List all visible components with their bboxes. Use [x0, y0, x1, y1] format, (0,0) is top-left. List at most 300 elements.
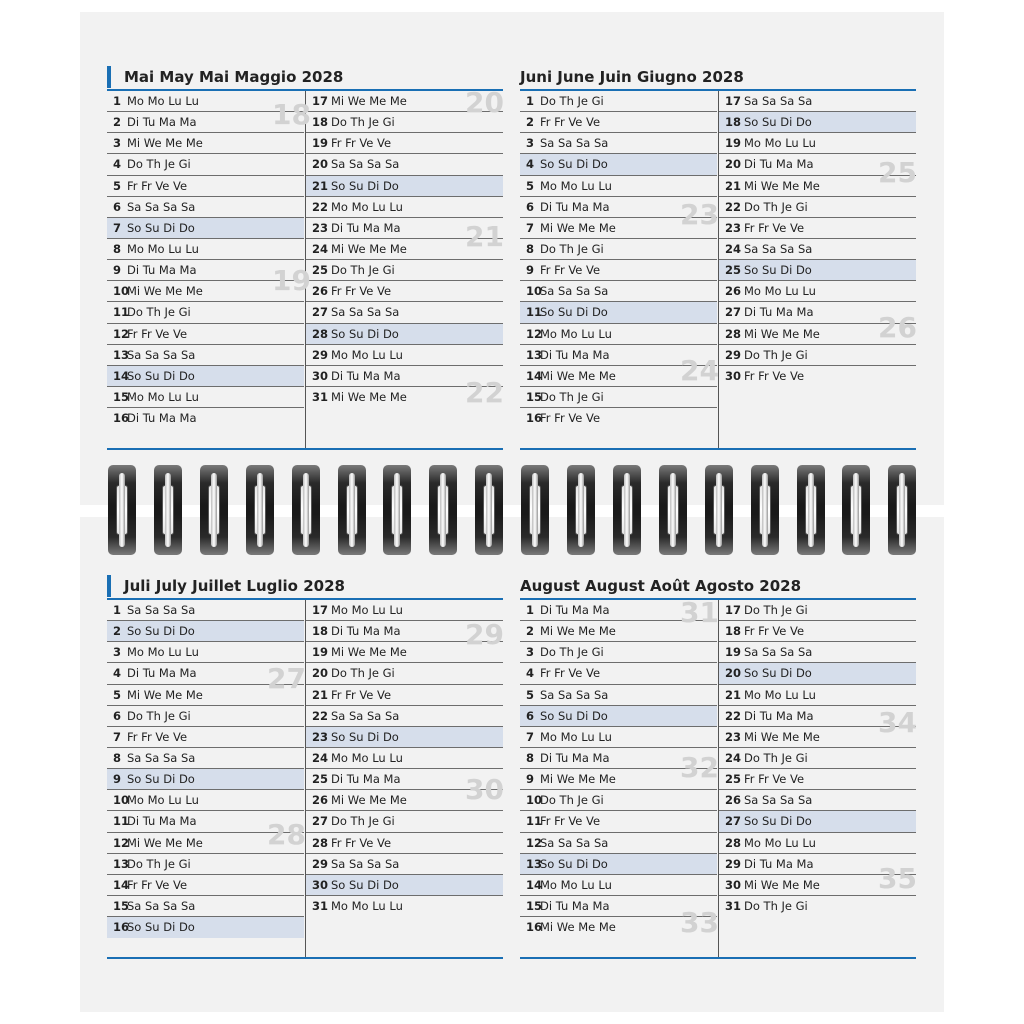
- day-number: 7: [526, 729, 535, 744]
- day-row: [306, 154, 503, 175]
- weekday-names: Mo Mo Lu Lu: [744, 284, 816, 299]
- weekday-names: Fr Fr Ve Ve: [331, 284, 392, 299]
- day-number: 29: [312, 347, 329, 362]
- day-row: [520, 408, 717, 429]
- day-number: 11: [526, 814, 543, 829]
- weekday-names: Mo Mo Lu Lu: [540, 326, 612, 341]
- weekday-names: Sa Sa Sa Sa: [127, 750, 196, 765]
- weekday-names: So Su Di Do: [540, 856, 608, 871]
- day-number: 24: [312, 241, 329, 256]
- day-row: [719, 600, 916, 621]
- day-number: 25: [725, 772, 742, 787]
- day-number: 15: [113, 898, 130, 913]
- day-number: 12: [113, 326, 130, 341]
- weekday-names: Mo Mo Lu Lu: [540, 729, 612, 744]
- day-number: 10: [526, 793, 543, 808]
- day-number: 30: [725, 368, 742, 383]
- day-number: 8: [526, 241, 535, 256]
- day-row: [107, 133, 304, 154]
- day-number: 19: [312, 645, 329, 660]
- day-row: [520, 663, 717, 684]
- day-number: 3: [113, 645, 122, 660]
- day-row: [520, 302, 717, 323]
- day-row: [306, 875, 503, 896]
- day-row: [306, 811, 503, 832]
- day-row: [306, 133, 503, 154]
- weekday-names: So Su Di Do: [744, 263, 812, 278]
- weekday-names: Sa Sa Sa Sa: [744, 793, 813, 808]
- weekday-names: Mi We Me Me: [744, 178, 820, 193]
- weekday-names: Mi We Me Me: [331, 94, 407, 108]
- day-row: [520, 91, 717, 112]
- day-number: 3: [526, 645, 535, 660]
- weekday-names: Di Tu Ma Ma: [540, 199, 610, 214]
- day-number: 15: [526, 389, 543, 404]
- weekday-names: Mo Mo Lu Lu: [331, 898, 403, 913]
- day-row: [520, 239, 717, 260]
- day-number: 4: [526, 157, 535, 172]
- binding-ring: [200, 465, 228, 555]
- week-number: 29: [465, 618, 504, 651]
- day-number: 7: [526, 220, 535, 235]
- day-row: [719, 621, 916, 642]
- weekday-names: So Su Di Do: [540, 708, 608, 723]
- weekday-names: Di Tu Ma Ma: [331, 368, 401, 383]
- day-number: 9: [526, 772, 535, 787]
- weekday-names: So Su Di Do: [744, 115, 812, 130]
- weekday-names: Di Tu Ma Ma: [540, 898, 610, 913]
- weekday-names: Mi We Me Me: [540, 772, 616, 787]
- day-row: [306, 197, 503, 218]
- day-number: 24: [312, 750, 329, 765]
- weekday-names: Do Th Je Gi: [744, 347, 808, 362]
- day-row: [306, 345, 503, 366]
- weekday-names: Mi We Me Me: [331, 389, 407, 404]
- day-row: [520, 811, 717, 832]
- day-number: 8: [526, 750, 535, 765]
- day-number: 23: [312, 220, 329, 235]
- weekday-names: Di Tu Ma Ma: [127, 263, 197, 278]
- day-row: [306, 260, 503, 281]
- weekday-names: So Su Di Do: [127, 772, 195, 787]
- day-number: 8: [113, 750, 122, 765]
- day-number: 17: [312, 603, 329, 617]
- day-number: 9: [113, 772, 122, 787]
- weekday-names: Do Th Je Gi: [127, 305, 191, 320]
- binding-ring: [154, 465, 182, 555]
- weekday-names: Mi We Me Me: [744, 326, 820, 341]
- day-row: [107, 197, 304, 218]
- weekday-names: Do Th Je Gi: [540, 241, 604, 256]
- day-row: [107, 408, 304, 429]
- binding-ring: [108, 465, 136, 555]
- day-row: [520, 133, 717, 154]
- weekday-names: Mi We Me Me: [127, 284, 203, 299]
- weekday-names: Do Th Je Gi: [540, 645, 604, 660]
- day-number: 25: [312, 263, 329, 278]
- weekday-names: So Su Di Do: [744, 814, 812, 829]
- weekday-names: Sa Sa Sa Sa: [331, 305, 400, 320]
- weekday-names: Fr Fr Ve Ve: [744, 624, 805, 639]
- day-row: [520, 642, 717, 663]
- weekday-names: Mo Mo Lu Lu: [127, 241, 199, 256]
- day-number: 20: [725, 666, 742, 681]
- day-row: [107, 706, 304, 727]
- weekday-names: Fr Fr Ve Ve: [744, 220, 805, 235]
- month-title: [520, 575, 916, 597]
- day-number: 22: [312, 708, 329, 723]
- weekday-names: Di Tu Ma Ma: [540, 603, 610, 617]
- day-number: 10: [113, 284, 130, 299]
- day-row: [520, 706, 717, 727]
- day-number: 29: [725, 856, 742, 871]
- day-row: [107, 366, 304, 387]
- day-number: 19: [725, 136, 742, 151]
- weekday-names: So Su Di Do: [331, 729, 399, 744]
- weekday-names: So Su Di Do: [331, 178, 399, 193]
- day-row: [520, 685, 717, 706]
- day-number: 9: [526, 263, 535, 278]
- day-number: 28: [312, 326, 329, 341]
- day-number: 1: [526, 603, 535, 617]
- week-number: 30: [465, 773, 504, 806]
- weekday-names: Do Th Je Gi: [127, 157, 191, 172]
- week-number: 21: [465, 220, 504, 253]
- weekday-names: Mi We Me Me: [744, 729, 820, 744]
- day-number: 25: [725, 263, 742, 278]
- day-number: 5: [526, 178, 535, 193]
- weekday-names: So Su Di Do: [127, 368, 195, 383]
- day-row: [107, 748, 304, 769]
- day-row: [719, 663, 916, 684]
- week-number: 22: [465, 376, 504, 409]
- day-number: 26: [312, 793, 329, 808]
- day-row: [719, 112, 916, 133]
- week-number: 33: [680, 906, 719, 939]
- day-row: [520, 727, 717, 748]
- weekday-names: So Su Di Do: [127, 220, 195, 235]
- day-row: [306, 833, 503, 854]
- day-number: 27: [312, 305, 329, 320]
- weekday-names: Mi We Me Me: [540, 220, 616, 235]
- week-number: 32: [680, 751, 719, 784]
- binding-ring: [567, 465, 595, 555]
- weekday-names: Fr Fr Ve Ve: [331, 835, 392, 850]
- weekday-names: Di Tu Ma Ma: [540, 750, 610, 765]
- day-grid: [520, 89, 916, 450]
- day-row: [520, 790, 717, 811]
- binding-ring: [613, 465, 641, 555]
- day-row: [520, 875, 717, 896]
- weekday-names: Di Tu Ma Ma: [331, 772, 401, 787]
- weekday-names: Mi We Me Me: [540, 920, 616, 935]
- weekday-names: Fr Fr Ve Ve: [127, 326, 188, 341]
- day-number: 1: [526, 94, 535, 108]
- weekday-names: Do Th Je Gi: [127, 708, 191, 723]
- binding-ring: [659, 465, 687, 555]
- weekday-names: Mi We Me Me: [127, 687, 203, 702]
- day-number: 27: [725, 814, 742, 829]
- day-row: [306, 302, 503, 323]
- weekday-names: Do Th Je Gi: [540, 389, 604, 404]
- week-number: 27: [267, 662, 306, 695]
- weekday-names: Do Th Je Gi: [744, 603, 808, 617]
- weekday-names: Sa Sa Sa Sa: [540, 835, 609, 850]
- week-number: 18: [272, 98, 311, 131]
- day-row: [107, 917, 304, 938]
- day-number: 31: [312, 389, 329, 404]
- day-row: [520, 154, 717, 175]
- weekday-names: Di Tu Ma Ma: [127, 666, 197, 681]
- weekday-names: Sa Sa Sa Sa: [331, 157, 400, 172]
- day-number: 18: [312, 624, 329, 639]
- day-number: 16: [526, 411, 543, 426]
- weekday-names: So Su Di Do: [744, 666, 812, 681]
- day-row: [719, 811, 916, 832]
- day-row: [520, 260, 717, 281]
- week-number: 35: [878, 862, 917, 895]
- day-number: 13: [526, 347, 543, 362]
- month-title-text: Juni June Juin Giugno 2028: [520, 68, 744, 86]
- binding-ring: [383, 465, 411, 555]
- day-row: [719, 281, 916, 302]
- weekday-names: Do Th Je Gi: [540, 793, 604, 808]
- binding-ring: [475, 465, 503, 555]
- day-number: 22: [725, 708, 742, 723]
- month-july: [107, 575, 503, 957]
- binding-ring: [842, 465, 870, 555]
- day-row: [306, 727, 503, 748]
- day-number: 19: [312, 136, 329, 151]
- day-number: 7: [113, 729, 122, 744]
- day-number: 31: [725, 898, 742, 913]
- day-column-right: [718, 91, 916, 448]
- weekday-names: Di Tu Ma Ma: [127, 814, 197, 829]
- day-column-right: [718, 600, 916, 957]
- binding-ring: [292, 465, 320, 555]
- day-number: 21: [725, 178, 742, 193]
- weekday-names: So Su Di Do: [331, 326, 399, 341]
- day-number: 26: [725, 793, 742, 808]
- day-number: 13: [526, 856, 543, 871]
- month-title-text: August August Août Agosto 2028: [520, 577, 802, 595]
- day-row: [719, 833, 916, 854]
- weekday-names: Sa Sa Sa Sa: [127, 347, 196, 362]
- day-grid: [107, 598, 503, 959]
- week-number: 26: [878, 311, 917, 344]
- week-number: 34: [878, 706, 917, 739]
- day-row: [719, 790, 916, 811]
- weekday-names: Di Tu Ma Ma: [744, 856, 814, 871]
- day-number: 30: [312, 877, 329, 892]
- day-number: 29: [725, 347, 742, 362]
- day-number: 17: [312, 94, 329, 108]
- weekday-names: Fr Fr Ve Ve: [540, 115, 601, 130]
- week-number: 23: [680, 198, 719, 231]
- weekday-names: Mi We Me Me: [744, 877, 820, 892]
- day-row: [107, 387, 304, 408]
- day-row: [719, 260, 916, 281]
- day-number: 1: [113, 603, 122, 617]
- weekday-names: Fr Fr Ve Ve: [331, 136, 392, 151]
- weekday-names: Mo Mo Lu Lu: [331, 603, 403, 617]
- weekday-names: Mo Mo Lu Lu: [127, 389, 199, 404]
- day-number: 30: [725, 877, 742, 892]
- week-number: 24: [680, 354, 719, 387]
- day-row: [107, 176, 304, 197]
- week-number: 28: [267, 818, 306, 851]
- day-number: 16: [113, 411, 130, 426]
- day-row: [719, 642, 916, 663]
- day-row: [719, 896, 916, 917]
- day-number: 6: [526, 199, 535, 214]
- day-row: [306, 896, 503, 917]
- day-number: 24: [725, 241, 742, 256]
- weekday-names: Di Tu Ma Ma: [744, 708, 814, 723]
- binding-ring: [751, 465, 779, 555]
- day-number: 31: [312, 898, 329, 913]
- day-number: 4: [113, 666, 122, 681]
- day-column-left: [107, 91, 304, 429]
- binding-ring: [521, 465, 549, 555]
- day-number: 18: [725, 624, 742, 639]
- day-number: 23: [725, 220, 742, 235]
- day-number: 21: [312, 687, 329, 702]
- day-number: 26: [312, 284, 329, 299]
- day-row: [107, 302, 304, 323]
- week-number: 20: [465, 86, 504, 119]
- weekday-names: Mi We Me Me: [127, 835, 203, 850]
- weekday-names: Mo Mo Lu Lu: [744, 136, 816, 151]
- day-row: [306, 281, 503, 302]
- day-number: 11: [113, 814, 130, 829]
- day-number: 28: [725, 326, 742, 341]
- weekday-names: Mo Mo Lu Lu: [744, 835, 816, 850]
- day-number: 14: [526, 877, 543, 892]
- weekday-names: Sa Sa Sa Sa: [744, 241, 813, 256]
- weekday-names: Di Tu Ma Ma: [331, 220, 401, 235]
- day-row: [306, 854, 503, 875]
- day-number: 12: [526, 326, 543, 341]
- day-row: [306, 176, 503, 197]
- day-number: 1: [113, 94, 122, 108]
- day-row: [520, 281, 717, 302]
- weekday-names: Do Th Je Gi: [331, 814, 395, 829]
- day-number: 4: [113, 157, 122, 172]
- weekday-names: Sa Sa Sa Sa: [744, 645, 813, 660]
- month-june: [520, 66, 916, 448]
- day-number: 27: [725, 305, 742, 320]
- weekday-names: Fr Fr Ve Ve: [540, 263, 601, 278]
- weekday-names: Sa Sa Sa Sa: [744, 94, 813, 108]
- day-row: [107, 790, 304, 811]
- day-number: 27: [312, 814, 329, 829]
- weekday-names: Do Th Je Gi: [331, 263, 395, 278]
- weekday-names: Mo Mo Lu Lu: [331, 347, 403, 362]
- weekday-names: So Su Di Do: [127, 624, 195, 639]
- day-row: [107, 854, 304, 875]
- day-row: [107, 642, 304, 663]
- month-title-text: Mai May Mai Maggio 2028: [124, 68, 344, 86]
- week-number: 19: [272, 264, 311, 297]
- weekday-names: Di Tu Ma Ma: [127, 411, 197, 426]
- day-number: 21: [312, 178, 329, 193]
- weekday-names: Sa Sa Sa Sa: [331, 856, 400, 871]
- binding-ring: [246, 465, 274, 555]
- weekday-names: Fr Fr Ve Ve: [331, 687, 392, 702]
- weekday-names: Di Tu Ma Ma: [127, 115, 197, 130]
- binding-ring: [797, 465, 825, 555]
- day-number: 11: [526, 305, 543, 320]
- spiral-binding: [80, 465, 944, 555]
- weekday-names: Do Th Je Gi: [540, 94, 604, 108]
- weekday-names: Do Th Je Gi: [331, 115, 395, 130]
- day-row: [520, 854, 717, 875]
- day-number: 5: [113, 178, 122, 193]
- day-row: [719, 345, 916, 366]
- weekday-names: Fr Fr Ve Ve: [744, 368, 805, 383]
- day-number: 23: [725, 729, 742, 744]
- day-number: 18: [725, 115, 742, 130]
- day-number: 2: [113, 624, 122, 639]
- day-number: 7: [113, 220, 122, 235]
- day-row: [719, 197, 916, 218]
- weekday-names: Di Tu Ma Ma: [540, 347, 610, 362]
- day-number: 4: [526, 666, 535, 681]
- day-number: 16: [113, 920, 130, 935]
- day-row: [719, 91, 916, 112]
- day-number: 16: [526, 920, 543, 935]
- day-row: [107, 218, 304, 239]
- day-row: [719, 366, 916, 387]
- day-number: 2: [526, 624, 535, 639]
- day-number: 29: [312, 856, 329, 871]
- weekday-names: Mi We Me Me: [331, 241, 407, 256]
- day-number: 18: [312, 115, 329, 130]
- weekday-names: Mo Mo Lu Lu: [744, 687, 816, 702]
- day-number: 6: [113, 708, 122, 723]
- day-row: [306, 748, 503, 769]
- day-row: [107, 896, 304, 917]
- day-number: 26: [725, 284, 742, 299]
- binding-ring: [429, 465, 457, 555]
- day-row: [306, 324, 503, 345]
- weekday-names: Fr Fr Ve Ve: [540, 666, 601, 681]
- weekday-names: Mo Mo Lu Lu: [127, 793, 199, 808]
- day-row: [719, 133, 916, 154]
- weekday-names: So Su Di Do: [540, 157, 608, 172]
- month-title-text: Juli July Juillet Luglio 2028: [124, 577, 345, 595]
- weekday-names: Mo Mo Lu Lu: [540, 178, 612, 193]
- binding-ring: [705, 465, 733, 555]
- weekday-names: So Su Di Do: [540, 305, 608, 320]
- day-number: 8: [113, 241, 122, 256]
- day-row: [107, 621, 304, 642]
- month-title: [107, 575, 503, 597]
- weekday-names: Di Tu Ma Ma: [744, 305, 814, 320]
- weekday-names: Do Th Je Gi: [331, 666, 395, 681]
- month-title: [107, 66, 503, 88]
- weekday-names: Di Tu Ma Ma: [744, 157, 814, 172]
- day-number: 2: [526, 115, 535, 130]
- day-number: 20: [725, 157, 742, 172]
- weekday-names: Mi We Me Me: [331, 793, 407, 808]
- binding-ring: [888, 465, 916, 555]
- weekday-names: Fr Fr Ve Ve: [540, 411, 601, 426]
- day-number: 2: [113, 115, 122, 130]
- day-number: 19: [725, 645, 742, 660]
- day-number: 9: [113, 263, 122, 278]
